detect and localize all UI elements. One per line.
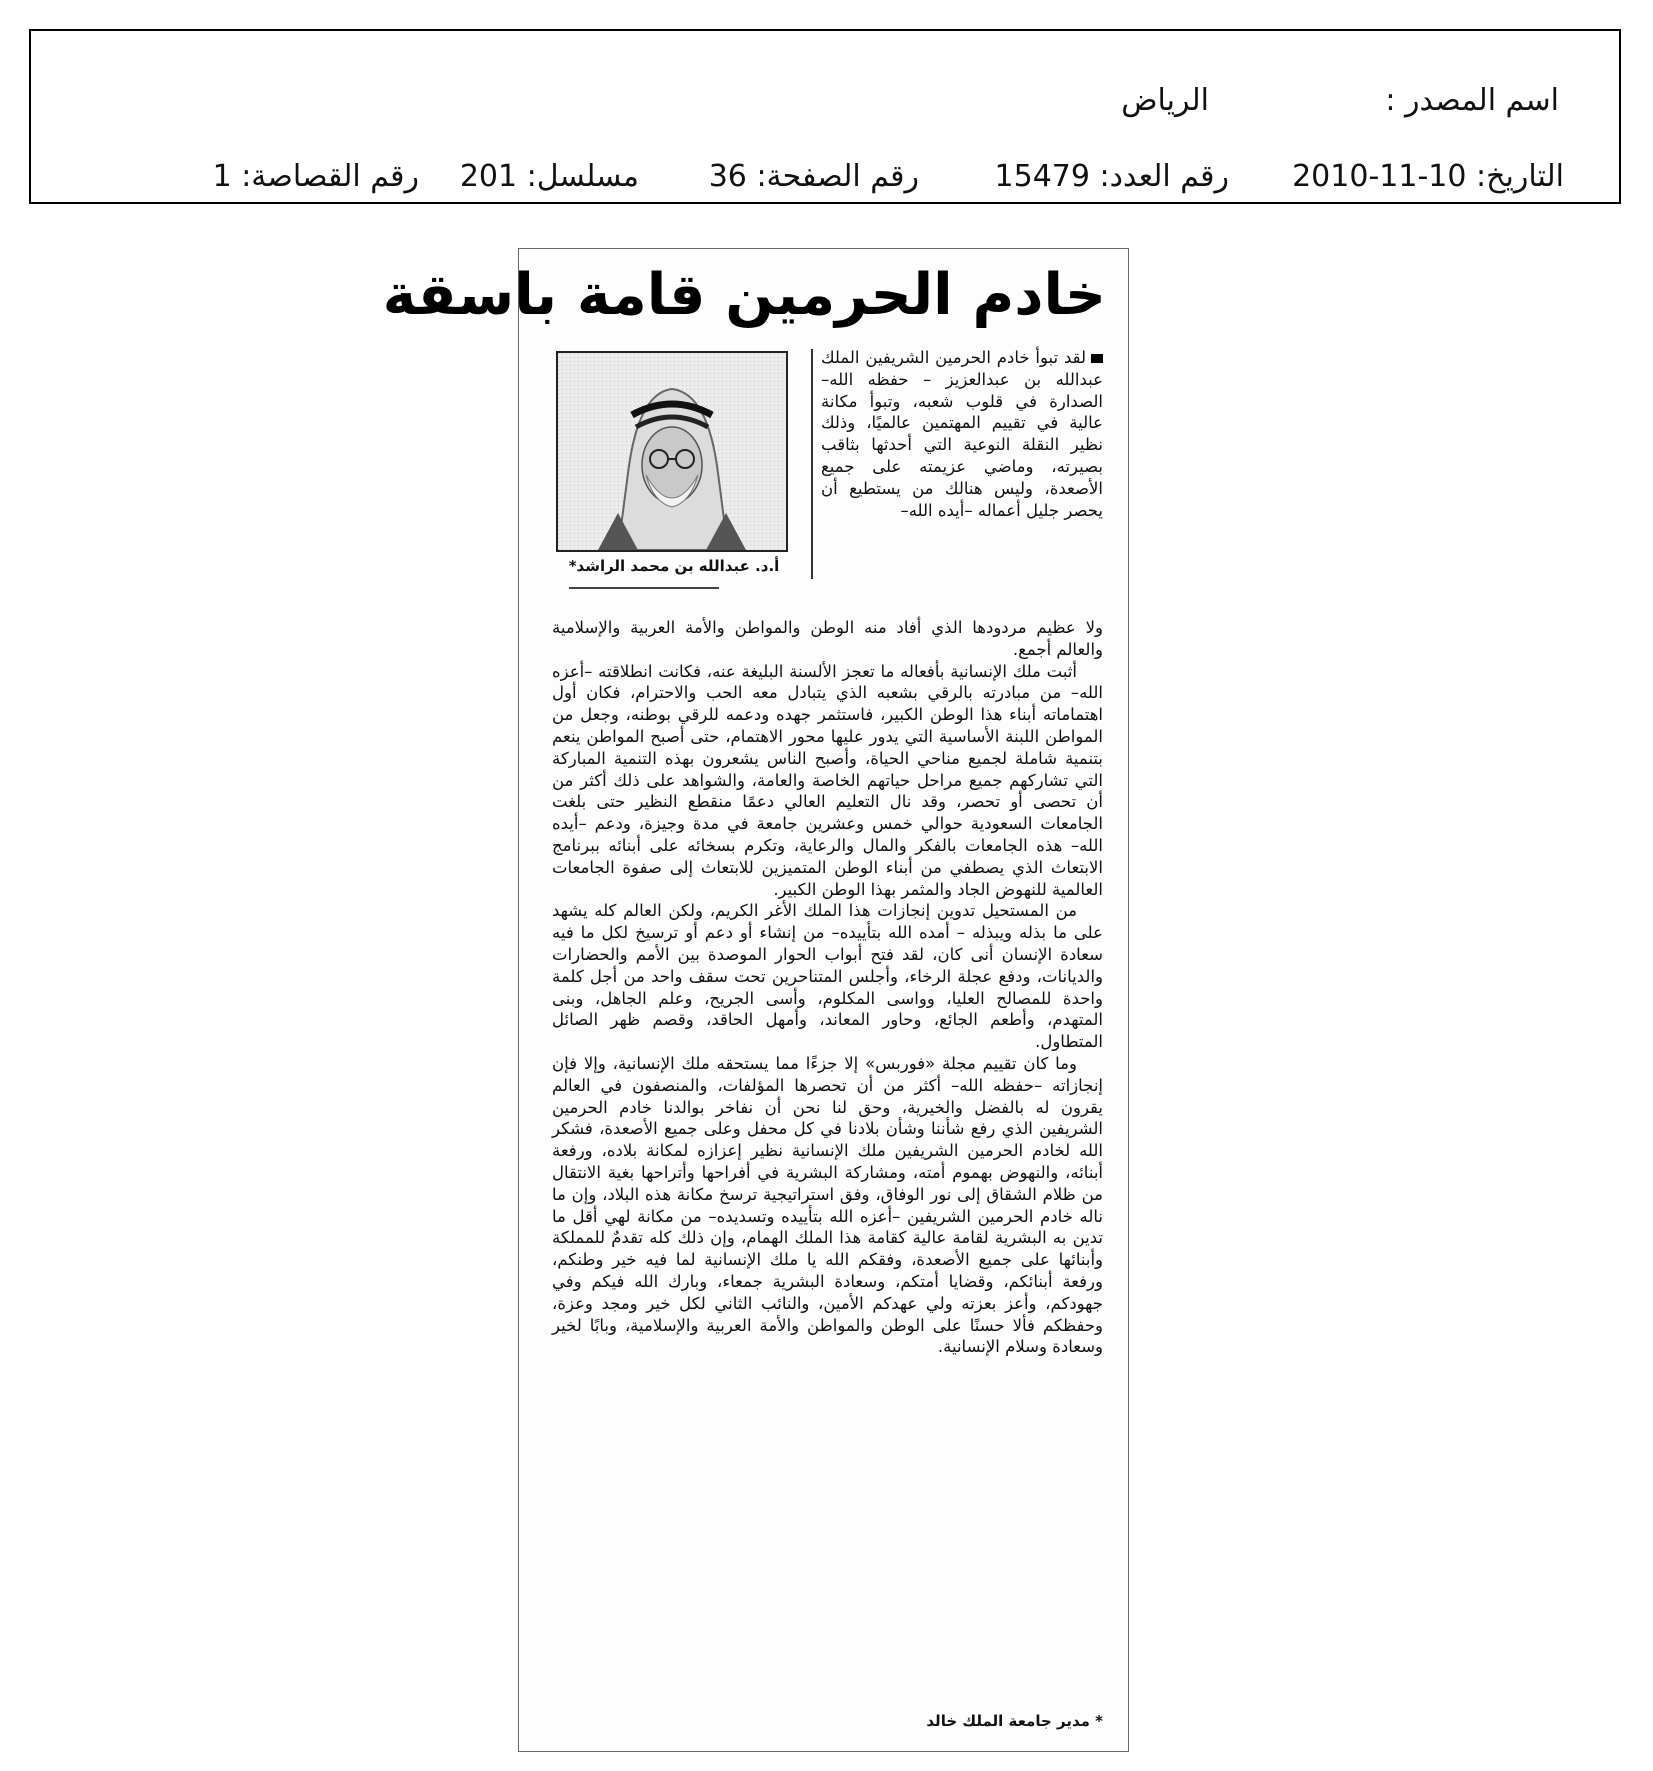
article-body [552, 617, 1103, 1358]
article-paragraph: أثبت ملك الإنسانية بأفعاله ما تعجز الألسنة البليغة عنه، فكانت انطلاقته –أعزه الله– من مبادرته بالرقي بشعبه الذي يتبادل معه الحب والاحترام، فكان أول اهتماماته أبناء هذا الوطن الكبير، فاستثمر جهده ودعمه للرقي بوطنه، وجعل من المواطن اللبنة الأساسية التي يدور عليها محور الاهتمام، حتى أصبح المواطن ينعم بتنمية شاملة لجميع مناحي الحياة، وأصبح الناس يشعرون بهذه التنمية المباركة التي تشاركهم جميع مراحل حياتهم الخاصة والعامة، والشواهد على ذلك أكثر من أن تحصى أو تحصر، وقد نال التعليم العالي دعمًا منقطع النظير حتى بلغت الجامعات السعودية حوالي خمس وعشرين جامعة في مدة وجيزة، ودعم –أيده الله– هذه الجامعات بالفكر والمال والرعاية، وتكرم بسخائه على أبنائه ببرنامج الابتعاث الذي يصطفي من أبناء الوطن المتميزين للابتعاث إلى صفوة الجامعات العالمية للنهوض الجاد والمثمر بهذا الوطن الكبير. [552, 661, 1103, 899]
source-label: اسم المصدر : [1385, 83, 1559, 118]
serial-field: مسلسل: 201 [459, 159, 639, 194]
article-paragraph: من المستحيل تدوين إنجازات هذا الملك الأغر الكريم، ولكن العالم كله يشهد على ما بذله ويبذله – أمده الله بتأييده– من إنشاء أو دعم أو ترسيخ لكل ما فيه سعادة الإنسان أنى كان، لقد فتح أبواب الحوار الموصدة بين الأمم والحضارات والديانات، ودفع عجلة الرخاء، وأجلس المتناحرين تحت سقف واحد من أجل كلمة واحدة للمصالح العليا، وواسى المكلوم، وأسى الجريح، وعلم الجاهل، وبنى المتهدم، وأطعم الجائع، وحاور المعاند، وأمهل الحاقد، وقصم ظهر الصائل المتطاول. [552, 901, 1103, 1052]
square-bullet-icon [1091, 354, 1103, 363]
clip-number-field: رقم القصاصة: 1 [212, 159, 419, 194]
page-number-field: رقم الصفحة: 36 [708, 159, 919, 194]
article-paragraph: وما كان تقييم مجلة «فوربس» إلا جزءًا مما يستحقه ملك الإنسانية، وإلا فإن إنجازاته –حفظه الله– أكثر من أن تحصرها المؤلفات، والمنصفون في العالم يقرون له بالفضل والخيرية، وحق لنا نحن أن نفاخر بوالدنا خادم الحرمين الشريفين الذي رفع شأننا وشأن بلادنا في كل محفل وعلى جميع الأصعدة، فشكر الله لخادم الحرمين الشريفين ملك الإنسانية نظير إعزازه لمكانة بلاده، ورفعة أبنائه، والنهوض بهموم أمته، ومشاركة البشرية في أفراحها وأتراحها بغية الانتقال من ظلام الشقاق إلى نور الوفاق، وفق استراتيجية ترسخ مكانة هذه البلاد، وإن ما ناله خادم الحرمين الشريفين –أعزه الله بتأييده وتسديده– من مكانة لهي أقل ما تدين به البشرية لقامة عالية كقامة هذا الملك الهمام، وإن ذلك كله تقدمٌ للمملكة وأبنائها على جميع الأصعدة، وفقكم الله يا ملك الإنسانية لما فيه خير وطنكم، ورفعة أبنائكم، وقضايا أمتكم، وسعادة البشرية جمعاء، وبارك الله فيكم وفي جهودكم، وأعز بعزته ولي عهدكم الأمين، والنائب الثاني لكل خير ومجد وعزة، وحفظكم فألا حسنًا على الوطن والمواطن والأمة العربية والإسلامية، وبابًا لخير وسعادة وسلام الإنسانية. [552, 1053, 1103, 1357]
author-portrait-icon [558, 353, 786, 550]
article-paragraph: ولا عظيم مردودها الذي أفاد منه الوطن والمواطن والأمة العربية والإسلامية والعالم أجمع. [552, 618, 1103, 659]
date-field: التاريخ: 10-11-2010 [1292, 159, 1564, 194]
author-affiliation-note: * مدير جامعة الملك خالد [926, 1712, 1103, 1730]
author-byline: أ.د. عبدالله بن محمد الراشد* [568, 557, 780, 575]
byline-divider [569, 587, 719, 589]
author-photo [556, 351, 788, 552]
column-divider [811, 349, 813, 579]
newspaper-clipping [382, 248, 1129, 1752]
issue-number-field: رقم العدد: 15479 [994, 159, 1229, 194]
source-value: الرياض [1121, 83, 1209, 118]
article-headline: خادم الحرمين قامة باسقة [382, 262, 1106, 328]
source-metadata-box [29, 29, 1621, 204]
intro-text: لقد تبوأ خادم الحرمين الشريفين الملك عبدالله بن عبدالعزيز – حفظه الله– الصدارة في قلوب شعبه، وتبوأ مكانة عالية في تقييم المهتمين عالميًا، وذلك نظير النقلة النوعية التي أحدثها بثاقب بصيرته، وماضي عزيمته على جميع الأصعدة، وليس هنالك من يستطيع أن يحصر جليل أعماله –أيده الله– [821, 348, 1103, 520]
article-intro [821, 347, 1103, 521]
